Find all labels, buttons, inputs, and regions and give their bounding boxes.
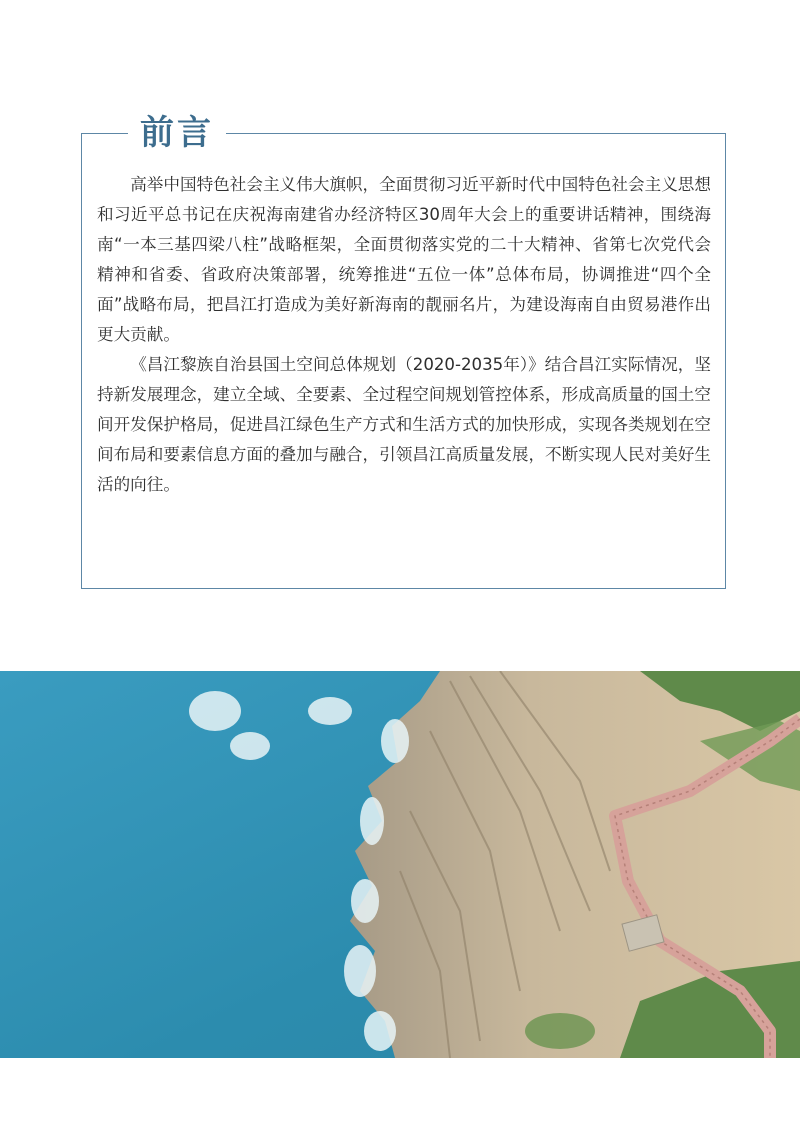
preface-body: [97, 170, 711, 500]
paragraph-2: 《昌江黎族自治县国土空间总体规划（2020-2035年）》结合昌江实际情况，坚持新发展理念，建立全域、全要素、全过程空间规划管控体系，形成高质量的国土空间开发保护格局，促进昌江绿色生产方式和生活方式的加快形成，实现各类规划在空间布局和要素信息方面的叠加与融合，引领昌江高质量发展，不断实现人民对美好生活的向往。: [97, 355, 711, 494]
coastline-aerial-photo: [0, 671, 800, 1058]
paragraph-1: 高举中国特色社会主义伟大旗帜，全面贯彻习近平新时代中国特色社会主义思想和习近平总书记在庆祝海南建省办经济特区30周年大会上的重要讲话精神，围绕海南“一本三基四梁八柱”战略框架，全面贯彻落实党的二十大精神、省第七次党代会精神和省委、省政府决策部署，统筹推进“五位一体”总体布局，协调推进“四个全面”战略布局，把昌江打造成为美好新海南的靓丽名片，为建设海南自由贸易港作出更大贡献。: [97, 175, 711, 344]
preface-heading: [128, 108, 226, 158]
page-title: 前言: [140, 113, 214, 153]
